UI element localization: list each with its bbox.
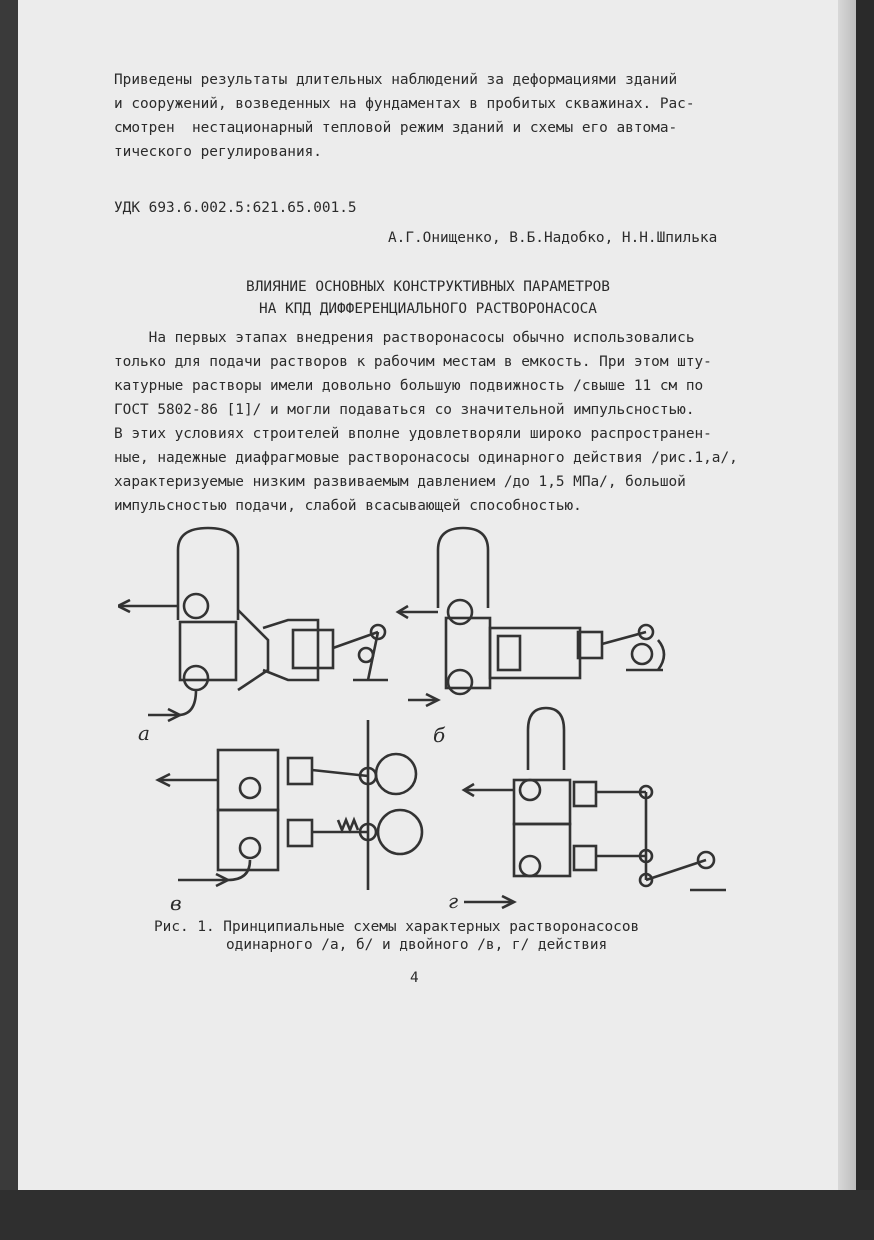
body-line: характеризуемые низким развиваемым давлением /до 1,5 МПа/, большой <box>114 474 686 490</box>
body-line: импульсностью подачи, слабой всасывающей способностью. <box>114 498 582 514</box>
document-page <box>18 0 838 1190</box>
scan-bottom-edge <box>0 1190 874 1240</box>
page-number: 4 <box>410 970 419 986</box>
label-g: г <box>448 889 459 913</box>
abstract-line: Приведены результаты длительных наблюдений за деформациями зданий <box>114 72 678 88</box>
caption-line: одинарного /а, б/ и двойного /в, г/ действия <box>226 937 608 953</box>
figure-caption <box>154 918 639 954</box>
body-paragraph <box>114 326 754 518</box>
label-a: а <box>138 721 150 745</box>
pump-schematics-figure <box>118 520 818 920</box>
title-line: ВЛИЯНИЕ ОСНОВНЫХ КОНСТРУКТИВНЫХ ПАРАМЕТРОВ <box>246 279 610 295</box>
schematic-a <box>118 528 388 721</box>
body-line: В этих условиях строителей вполне удовлетворяли широко распространен- <box>114 426 712 442</box>
article-title <box>178 276 678 320</box>
body-line: катурные растворы имели довольно большую подвижность /свыше 11 см по <box>114 378 704 394</box>
abstract-line: и сооружений, возведенных на фундаментах в пробитых скважинах. Рас- <box>114 96 695 112</box>
abstract-line: смотрен нестационарный тепловой режим зданий и схемы его автома- <box>114 120 678 136</box>
authors: А.Г.Онищенко, В.Б.Надобко, Н.Н.Шпилька <box>388 230 718 246</box>
caption-line: Рис. 1. Принципиальные схемы характерных растворонасосов <box>154 919 640 935</box>
body-line: ГОСТ 5802-86 [1]/ и могли подаваться со значительной импульсностью. <box>114 402 695 418</box>
abstract-line: тического регулирования. <box>114 144 322 160</box>
body-line: На первых этапах внедрения растворонасосы обычно использовались <box>114 330 695 346</box>
schematic-v <box>158 720 422 890</box>
schematic-b <box>398 528 664 706</box>
title-line: НА КПД ДИФФЕРЕНЦИАЛЬНОГО РАСТВОРОНАСОСА <box>259 301 597 317</box>
schematic-g <box>464 708 726 908</box>
scan-left-edge <box>0 0 18 1240</box>
body-line: ные, надежные диафрагмовые растворонасосы одинарного действия /рис.1,а/, <box>114 450 738 466</box>
abstract-paragraph <box>114 68 754 164</box>
label-v: в <box>170 891 182 915</box>
body-line: только для подачи растворов к рабочим местам в емкость. При этом шту- <box>114 354 712 370</box>
udk-code: УДК 693.6.002.5:621.65.001.5 <box>114 200 357 216</box>
label-b: б <box>433 723 446 747</box>
